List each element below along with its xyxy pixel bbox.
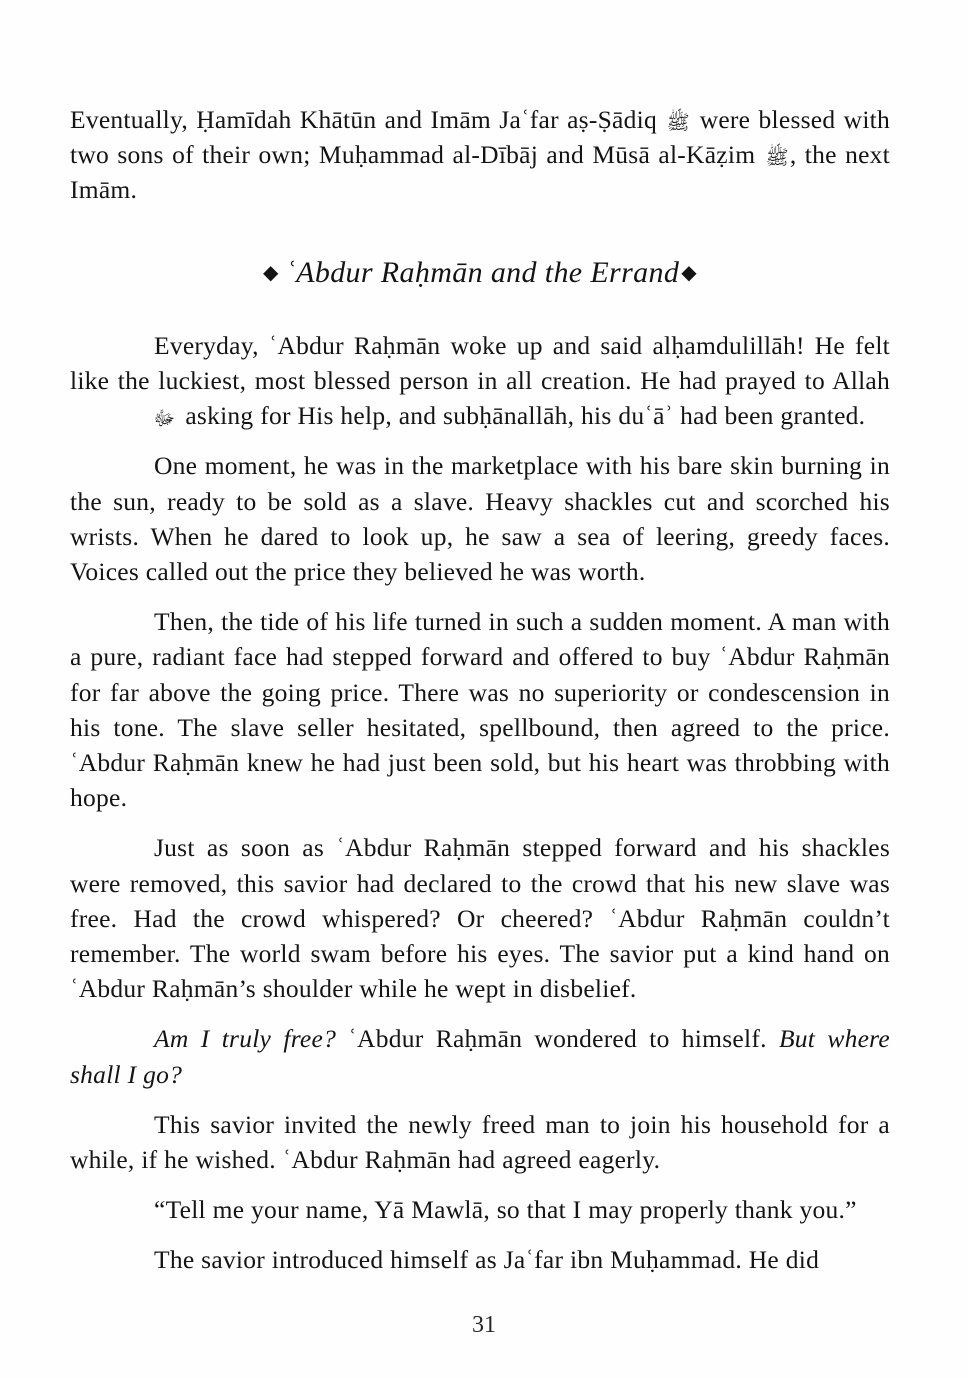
paragraph-8: The savior introduced himself as Jaʿfar ibn Muḥammad. He did — [154, 1245, 820, 1275]
page-number: 31 — [472, 1312, 496, 1338]
paragraph-opening: Eventually, Ḥamīdah Khātūn and Imām Jaʿfar aṣ-Ṣādiq ﷺ were blessed with two sons of their own; Muḥammad al-Dībāj and Mūsā al-Kāẓim ﷺ, the next Imām. — [70, 105, 891, 205]
paragraph-1: Everyday, ʿAbdur Raḥmān woke up and said alḥamdulillāh! He felt like the luckiest, most blessed person in all creation. He had prayed to Allah ﷻ asking for His help, and subḥānallāh, his duʿāʾ had been granted. — [70, 330, 890, 431]
honorific-alayhi-as-salam: ﷺ — [765, 145, 789, 170]
paragraph-7-dialogue: “Tell me your name, Yā Mawlā, so that I may properly thank you.” — [154, 1195, 857, 1225]
diamond-ornament-left-icon: ◆ — [263, 261, 279, 284]
section-heading — [70, 254, 890, 292]
paragraph-3: Then, the tide of his life turned in such a sudden moment. A man with a pure, radiant face had stepped forward and offered to buy ʿAbdur Raḥmān for far above the going price. There was no superiority or condescension in his tone. The slave seller hesitated, spellbound, then agreed to the price. ʿAbdur Raḥmān knew he had just been sold, but his heart was throbbing with hope. — [70, 607, 890, 813]
honorific-alayhi-as-salam: ﷺ — [666, 110, 690, 135]
paragraph-6: This savior invited the newly freed man to join his household for a while, if he wished. ʿAbdur Raḥmān had agreed eagerly. — [70, 1109, 890, 1175]
section-heading-text: ʿAbdur Raḥmān and the Errand — [285, 255, 680, 289]
paragraph-5-inner-thought: Am I truly free? ʿAbdur Raḥmān wondered to himself. But where shall I go? — [70, 1024, 890, 1089]
diamond-ornament-right-icon: ◆ — [681, 261, 697, 284]
emphasis-text: But where shall I go? — [70, 1024, 890, 1089]
section-heading-block — [70, 254, 890, 292]
honorific-jalla-jalaluhu: ﷻ — [153, 406, 175, 431]
paragraph-2: One moment, he was in the marketplace with his bare skin burning in the sun, ready to be sold as a slave. Heavy shackles cut and scorched his wrists. When he dared to look up, he saw a sea of leering, greedy faces. Voices called out the price they believed he was worth. — [70, 451, 890, 587]
text-column — [70, 102, 890, 1278]
paragraph-4: Just as soon as ʿAbdur Raḥmān stepped forward and his shackles were removed, this savior had declared to the crowd that his new slave was free. Had the crowd whispered? Or cheered? ʿAbdur Raḥmān couldn’t remember. The world swam before his eyes. The savior put a kind hand on ʿAbdur Raḥmān’s shoulder while he wept in disbelief. — [70, 833, 890, 1004]
emphasis-text: Am I truly free? — [154, 1024, 337, 1054]
